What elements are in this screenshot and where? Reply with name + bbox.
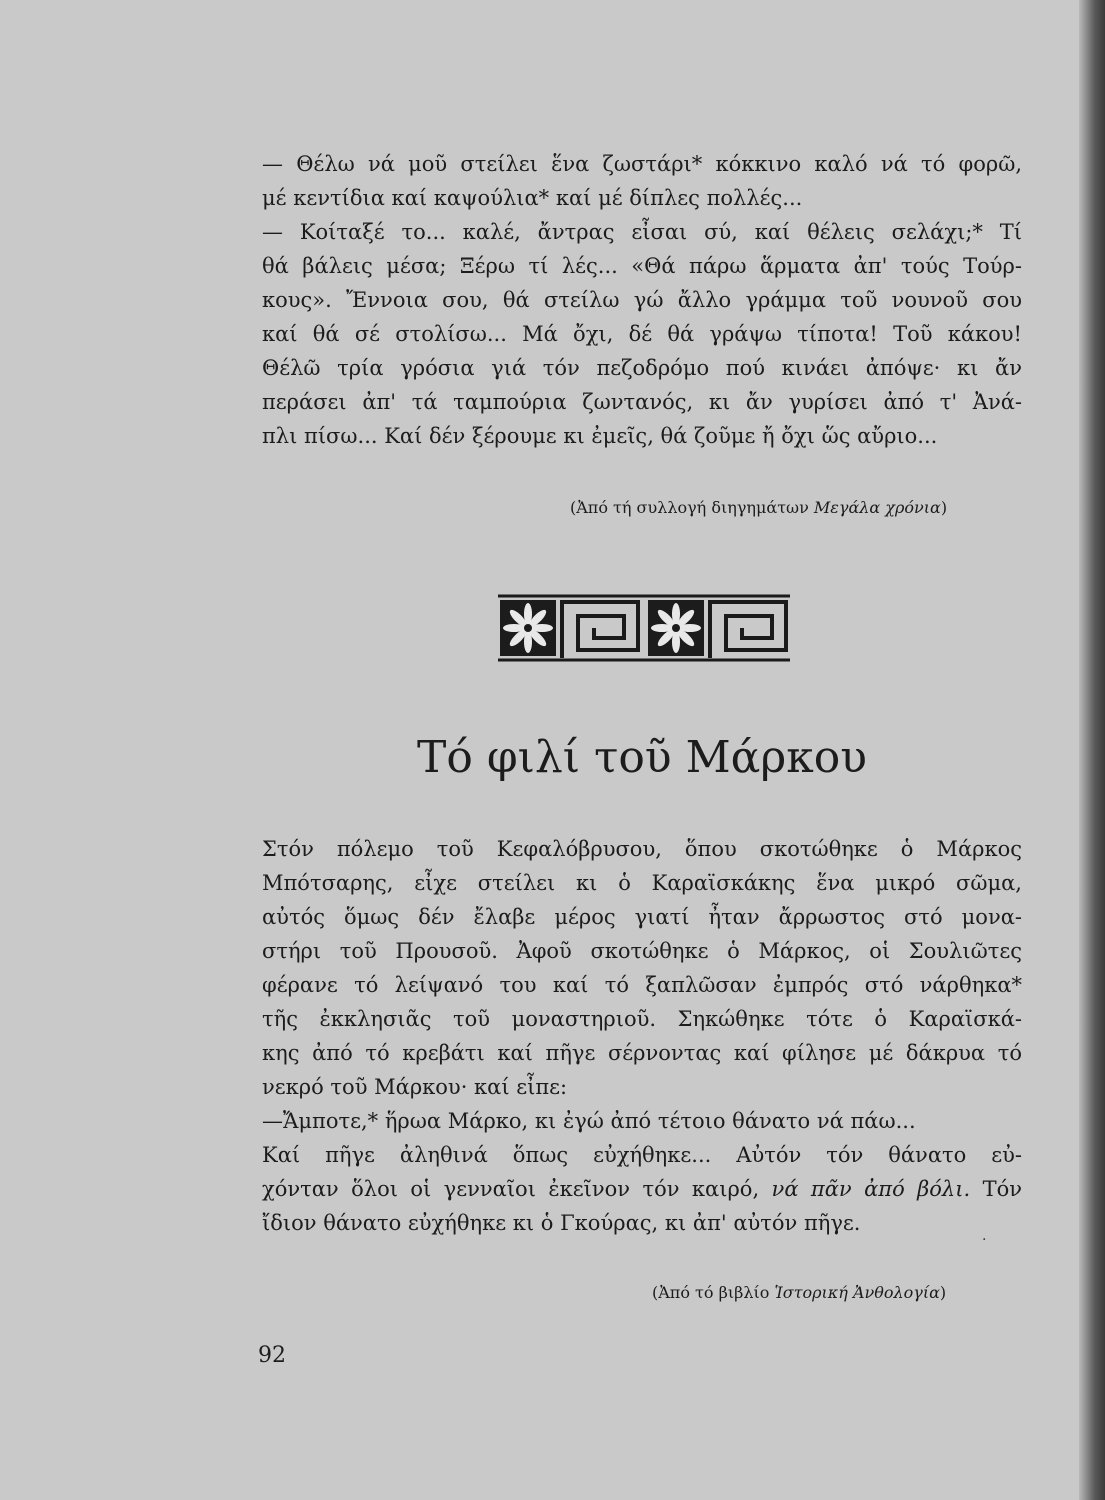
dialogue-line: — Θέλω νά μοῦ στείλει ἕνα ζωστάρι* κόκκινο καλό νά τό φορῶ,	[262, 152, 1022, 176]
story-line: Στόν πόλεμο τοῦ Κεφαλόβρυσου, ὅπου σκοτώθηκε ὁ Μάρκος	[262, 837, 1022, 861]
flower-tile-icon	[648, 600, 704, 656]
story-line: Μπότσαρης, εἶχε στείλει κι ὁ Καραϊσκάκης ἕνα μικρό σῶμα,	[262, 871, 1022, 895]
dialogue-source-note: (Ἀπό τή συλλογή διηγημάτων Μεγάλα χρόνια)	[570, 498, 948, 517]
story-line: στήρι τοῦ Προυσοῦ. Ἀφοῦ σκοτώθηκε ὁ Μάρκος, οἱ Σουλιῶτες	[262, 939, 1022, 963]
stray-mark: .	[982, 1228, 987, 1244]
dialogue-passage	[262, 147, 1022, 453]
dialogue-line: Θέλῶ τρία γρόσια γιά τόν πεζοδρόμο πού κινάει ἀπόψε· κι ἄν	[262, 356, 1022, 380]
dialogue-line: καί θά σέ στολίσω... Μά ὄχι, δέ θά γράψω τίποτα! Τοῦ κάκου!	[262, 322, 1022, 346]
story-line: Καί πῆγε ἀληθινά ὅπως εὐχήθηκε... Αὐτόν τόν θάνατο εὐ-	[262, 1143, 1022, 1167]
meander-icon	[710, 602, 786, 658]
greek-key-ornament	[496, 592, 792, 664]
story-title: Τό φιλί τοῦ Μάρκου	[417, 732, 867, 783]
story-passage	[262, 832, 1022, 1172]
story-line: τῆς ἐκκλησιᾶς τοῦ μοναστηριοῦ. Σηκώθηκε τότε ὁ Καραϊσκά-	[262, 1007, 1022, 1031]
story-line: —Ἄμποτε,* ἥρωα Μάρκο, κι ἐγώ ἀπό τέτοιο θάνατο νά πάω...	[262, 1109, 916, 1133]
story-line: νεκρό τοῦ Μάρκου· καί εἶπε:	[262, 1075, 568, 1099]
flower-tile-icon	[500, 600, 556, 656]
page-edge-shadow	[1079, 0, 1105, 1500]
story-line: ἴδιον θάνατο εὐχήθηκε κι ὁ Γκούρας, κι ἀπ' αὐτόν πῆγε.	[262, 1211, 861, 1235]
dialogue-line: κους». Ἔννοια σου, θά στείλω γώ ἄλλο γράμμα τοῦ νουνοῦ σου	[262, 288, 1022, 312]
story-passage-ending	[262, 1172, 1022, 1240]
meander-icon	[562, 602, 638, 658]
dialogue-line: — Κοίταξέ το... καλέ, ἄντρας εἶσαι σύ, καί θέλεις σελάχι;* Τί	[262, 220, 1022, 244]
dialogue-line: θά βάλεις μέσα; Ξέρω τί λές... «Θά πάρω ἅρματα ἀπ' τούς Τούρ-	[262, 254, 1022, 278]
story-line: κης ἀπό τό κρεβάτι καί πῆγε σέρνοντας καί φίλησε μέ δάκρυα τό	[262, 1041, 1022, 1065]
story-source-note: (Ἀπό τό βιβλίο Ἱστορική Ἀνθολογία)	[652, 1283, 947, 1302]
dialogue-line: πλι πίσω... Καί δέν ξέρουμε κι ἐμεῖς, θά ζοῦμε ἤ ὄχι ὥς αὔριο...	[262, 424, 938, 448]
story-line: χόνταν ὅλοι οἱ γενναῖοι ἐκεῖνον τόν καιρό, νά πᾶν ἀπό βόλι. Τόν	[262, 1177, 1022, 1201]
dialogue-line: περάσει ἀπ' τά ταμπούρια ζωντανός, κι ἄν γυρίσει ἀπό τ' Ἀνά-	[262, 390, 1022, 414]
dialogue-line: μέ κεντίδια καί καψούλια* καί μέ δίπλες πολλές...	[262, 186, 803, 210]
story-line: αὐτός ὅμως δέν ἔλαβε μέρος γιατί ἦταν ἄρρωστος στό μονα-	[262, 905, 1022, 929]
story-line: φέρανε τό λείψανό του καί τό ξαπλῶσαν ἐμπρός στό νάρθηκα*	[262, 973, 1022, 997]
page-number: 92	[258, 1343, 286, 1368]
